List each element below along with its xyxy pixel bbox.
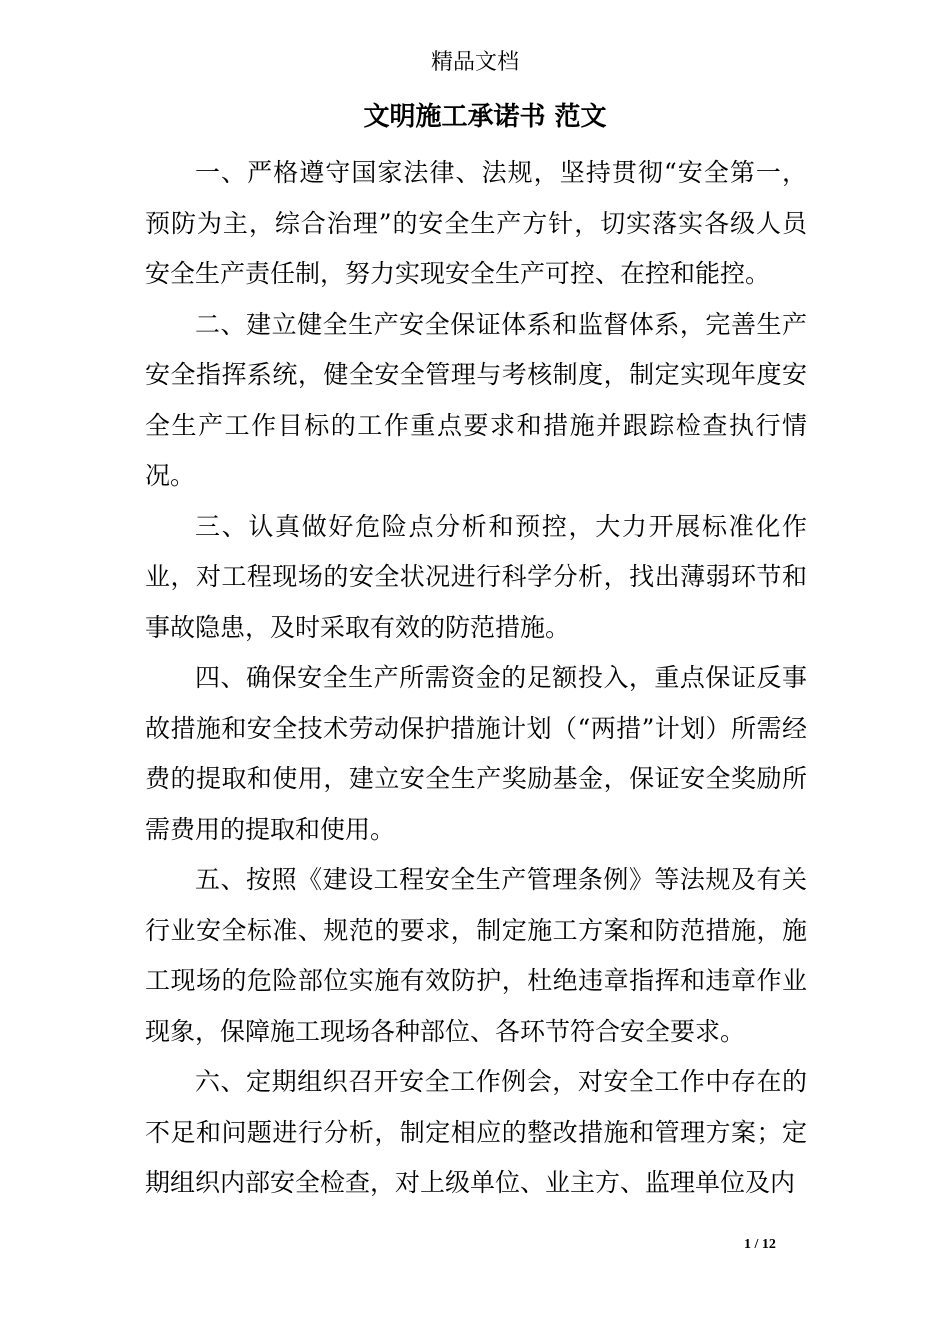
paragraph-5: 五、按照《建设工程安全生产管理条例》等法规及有关行业安全标准、规范的要求，制定施工方案和防范措施，施工现场的危险部位实施有效防护，杜绝违章指挥和违章作业现象，保障施工现场各种部位、各环节符合安全要求。 — [145, 865, 807, 1046]
paragraph-4: 四、确保安全生产所需资金的足额投入，重点保证反事故措施和安全技术劳动保护措施计划（“两措”计划）所需经费的提取和使用，建立安全生产奖励基金，保证安全奖励所需费用的提取和使用。 — [145, 663, 807, 844]
page-header: 精品文档 — [430, 50, 519, 75]
paragraph-3: 三、认真做好危险点分析和预控，大力开展标准化作业，对工程现场的安全状况进行科学分析，找出薄弱环节和事故隐患，及时采取有效的防范措施。 — [145, 511, 807, 642]
document-title: 文明施工承诺书 范文 — [363, 102, 607, 132]
paragraph-1: 一、严格遵守国家法律、法规，坚持贯彻“安全第一，预防为主，综合治理”的安全生产方针，切实落实各级人员安全生产责任制，努力实现安全生产可控、在控和能控。 — [145, 158, 807, 288]
paragraph-6: 六、定期组织召开安全工作例会，对安全工作中存在的不足和问题进行分析，制定相应的整改措施和管理方案；定期组织内部安全检查，对上级单位、业主方、监理单位及内 — [145, 1067, 807, 1197]
document-body — [145, 148, 807, 1209]
page-number: 1 / 12 — [744, 1237, 776, 1252]
paragraph-2: 二、建立健全生产安全保证体系和监督体系，完善生产安全指挥系统，健全安全管理与考核制度，制定实现年度安全生产工作目标的工作重点要求和措施并跟踪检查执行情况。 — [145, 309, 807, 490]
